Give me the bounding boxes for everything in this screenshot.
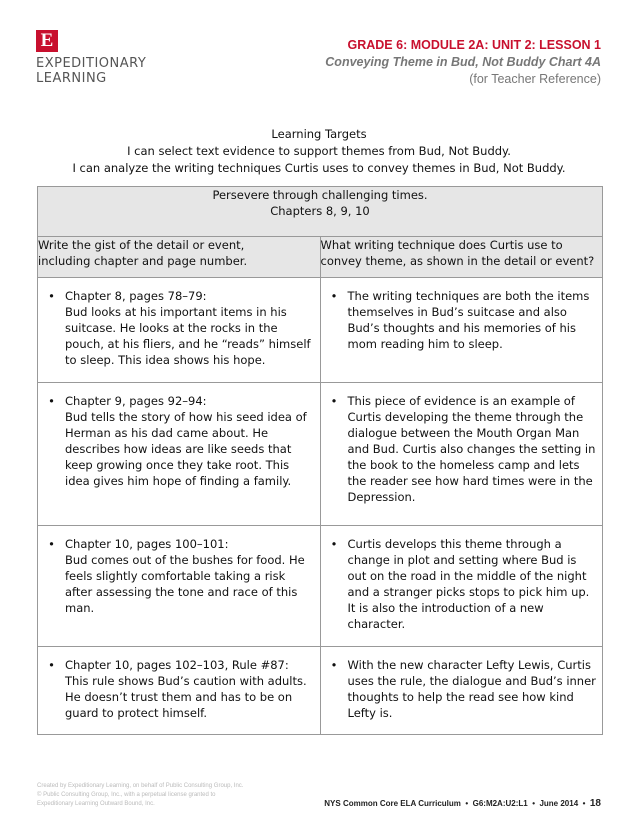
column-header-row bbox=[38, 237, 603, 278]
bullet: • bbox=[48, 537, 55, 551]
column-header-line: What writing technique does Curtis use to bbox=[320, 238, 563, 252]
document-header bbox=[325, 37, 601, 88]
technique-cell bbox=[320, 278, 603, 383]
bullet: • bbox=[330, 658, 338, 672]
chapter-reference: Chapter 9, pages 92–94: bbox=[65, 394, 207, 408]
gist-cell bbox=[38, 526, 321, 647]
column-header-technique bbox=[320, 237, 603, 278]
technique-text: The writing techniques are both the items themselves in Bud’s suitcase and also Bud’s thoughts and his memories of his mom reading him to sleep. bbox=[347, 289, 590, 351]
page-footer bbox=[324, 798, 601, 809]
bullet: • bbox=[48, 658, 55, 672]
chapter-reference: Chapter 8, pages 78–79: bbox=[65, 289, 207, 303]
copyright-line: © Public Consulting Group, Inc., with a perpetual license granted to bbox=[37, 792, 216, 798]
separator: • bbox=[465, 799, 469, 808]
technique-cell bbox=[320, 647, 603, 735]
bullet: • bbox=[48, 394, 55, 408]
table-row bbox=[38, 526, 603, 647]
copyright-line: Created by Expeditionary Learning, on behalf of Public Consulting Group, Inc. bbox=[37, 783, 244, 789]
theme-banner-row bbox=[38, 187, 603, 237]
theme-statement: Persevere through challenging times. bbox=[212, 188, 428, 202]
theme-chapters: Chapters 8, 9, 10 bbox=[270, 204, 370, 218]
bullet: • bbox=[48, 289, 55, 303]
bullet: • bbox=[330, 289, 338, 303]
copyright-line: Expeditionary Learning Outward Bound, Inc. bbox=[37, 801, 155, 807]
page-number: 18 bbox=[589, 798, 601, 809]
gist-text: This rule shows Bud’s caution with adults. He doesn’t trust them and has to be on guard to protect himself. bbox=[65, 674, 307, 720]
table-row bbox=[38, 383, 603, 526]
chapter-reference: Chapter 10, pages 102–103, Rule #87: bbox=[65, 658, 289, 672]
logo-line-1: EXPEDITIONARY bbox=[36, 56, 147, 71]
learning-targets-heading: Learning Targets bbox=[271, 127, 367, 141]
learning-targets bbox=[37, 126, 601, 177]
table-row bbox=[38, 647, 603, 735]
learning-target: I can analyze the writing techniques Curtis uses to convey themes in Bud, Not Buddy. bbox=[72, 161, 566, 175]
curriculum-name: NYS Common Core ELA Curriculum bbox=[324, 799, 461, 808]
logo-wordmark bbox=[36, 56, 146, 86]
logo-mark: E bbox=[36, 30, 58, 52]
separator: • bbox=[582, 799, 586, 808]
gist-cell bbox=[38, 278, 321, 383]
table-row bbox=[38, 278, 603, 383]
technique-cell bbox=[320, 526, 603, 647]
gist-cell bbox=[38, 383, 321, 526]
bullet: • bbox=[330, 537, 338, 551]
technique-cell bbox=[320, 383, 603, 526]
technique-text: This piece of evidence is an example of Curtis developing the theme through the dialogue between the Mouth Organ Man and Bud. Curtis also changes the setting in the book to the homeless camp and lets the reader see how hard times were in the Depression. bbox=[347, 394, 596, 504]
technique-text: Curtis develops this theme through a change in plot and setting where Bud is out on the road in the middle of the night and a stranger picks stops to pick him up. It is also the introduction of a new character. bbox=[347, 537, 590, 631]
reference-note: (for Teacher Reference) bbox=[469, 72, 601, 86]
column-header-line: Write the gist of the detail or event, bbox=[38, 238, 245, 252]
theme-chart-table bbox=[37, 186, 603, 735]
copyright-notice bbox=[37, 782, 307, 809]
lesson-code: G6:M2A:U2:L1 bbox=[472, 799, 528, 808]
column-header-line: convey theme, as shown in the detail or event? bbox=[320, 254, 595, 268]
gist-text: Bud looks at his important items in his suitcase. He looks at the rocks in the pouch, at his fliers, and he “reads” himself to sleep. This idea shows his hope. bbox=[65, 305, 311, 367]
logo-line-2: LEARNING bbox=[36, 71, 107, 86]
theme-banner bbox=[38, 187, 603, 237]
gist-text: Bud tells the story of how his seed idea of Herman as his dad came about. He describes how ideas are like seeds that keep growing once they take root. This idea gives him hope of finding a family. bbox=[65, 410, 307, 488]
column-header-gist bbox=[38, 237, 321, 278]
logo bbox=[36, 30, 146, 86]
separator: • bbox=[532, 799, 535, 808]
column-header-line: including chapter and page number. bbox=[38, 254, 248, 268]
gist-cell bbox=[38, 647, 321, 735]
lesson-title: GRADE 6: MODULE 2A: UNIT 2: LESSON 1 bbox=[347, 38, 601, 52]
publish-date: June 2014 bbox=[539, 799, 579, 808]
chart-subtitle: Conveying Theme in Bud, Not Buddy Chart 4A bbox=[325, 55, 601, 69]
technique-text: With the new character Lefty Lewis, Curtis uses the rule, the dialogue and Bud’s inner thoughts to help the read see how kind Lefty is. bbox=[347, 658, 596, 720]
chapter-reference: Chapter 10, pages 100–101: bbox=[65, 537, 229, 551]
bullet: • bbox=[330, 394, 338, 408]
learning-target: I can select text evidence to support themes from Bud, Not Buddy. bbox=[127, 144, 511, 158]
gist-text: Bud comes out of the bushes for food. He feels slightly comfortable taking a risk after assessing the tone and race of this man. bbox=[65, 553, 305, 615]
